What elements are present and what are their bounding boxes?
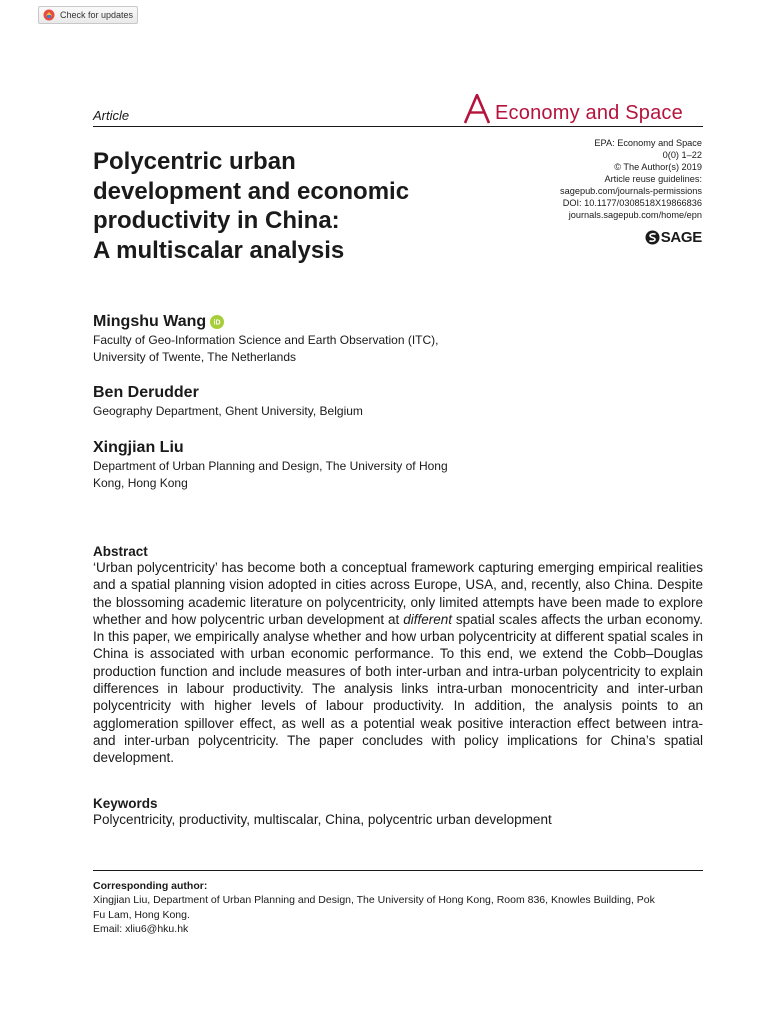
- corresponding-address: Xingjian Liu, Department of Urban Planning and Design, The University of Hong Kong, Room 836, Knowles Building, Pok: [93, 894, 655, 907]
- journal-homepage-link[interactable]: journals.sagepub.com/home/epn: [568, 210, 702, 220]
- journal-name: Economy and Space: [495, 102, 683, 124]
- letter-a-logo-icon: [463, 94, 491, 124]
- article-metadata: [560, 137, 702, 221]
- keywords-heading: Keywords: [93, 796, 158, 811]
- corresponding-heading: Corresponding author:: [93, 880, 208, 892]
- affiliation-line: Kong, Hong Kong: [93, 475, 188, 490]
- journal-short-name: EPA: Economy and Space: [594, 138, 702, 148]
- author-name: Mingshu Wang: [93, 313, 207, 330]
- doi-link[interactable]: DOI: 10.1177/0308518X19866836: [562, 198, 702, 208]
- title-line: Polycentric urban: [93, 148, 296, 175]
- affiliation-line: University of Twente, The Netherlands: [93, 349, 296, 364]
- keywords-section: [93, 796, 703, 828]
- affiliation-line: Faculty of Geo-Information Science and Earth Observation (ITC),: [93, 333, 439, 347]
- article-type-label: Article: [93, 108, 130, 123]
- author-name: Ben Derudder: [93, 384, 199, 401]
- header-divider: [93, 126, 703, 127]
- title-line: productivity in China:: [93, 207, 340, 234]
- svg-text:iD: iD: [213, 319, 221, 327]
- permissions-link[interactable]: sagepub.com/journals-permissions: [560, 186, 702, 196]
- copyright-line: © The Author(s) 2019: [614, 162, 702, 172]
- abstract-text: spatial scales affects the urban economy. In this paper, we empirically analyse whether and how urban polycentricity at different spatial scales in China is associated with urban economic performance. To this end, we extend the Cobb–Douglas production function and include measures of both inter-urban and intra-urban polycentricity to explain differences in labour productivity. The analysis links intra-urban monocentricity and inter-urban polycentricity with higher levels of labour productivity. In addition, the analysis points to an agglomeration spillover effect, as well as a potential weak positive interaction effect between intra- and inter-urban polycentricity. The paper concludes with policy implications for China’s spatial development.: [93, 611, 703, 766]
- author-affiliation: [93, 458, 513, 491]
- corresponding-email[interactable]: Email: xliu6@hku.hk: [93, 922, 189, 935]
- corresponding-author: [93, 879, 703, 936]
- abstract-section: [93, 544, 703, 767]
- abstract-emphasis: different: [403, 611, 452, 627]
- author-block: [93, 313, 513, 365]
- author-name-row: [93, 313, 513, 331]
- title-line: development and economic: [93, 177, 410, 205]
- publisher-name: SAGE: [660, 229, 702, 246]
- check-for-updates-button[interactable]: [38, 6, 138, 24]
- abstract-text: ‘Urban polycentricity’ has become both a conceptual framework capturing emerging empirical realities and a spatial planning vision adopted in cities across Europe, USA, and, recently, also China. Despite the blossoming academic literature on polycentricity, only limited attempts have been made to explore whether and how polycentric urban development at: [93, 560, 703, 627]
- author-name-row: [93, 439, 513, 457]
- abstract-body: [93, 559, 703, 767]
- author-name: Xingjian Liu: [93, 439, 184, 456]
- author-affiliation: [93, 403, 513, 420]
- author-block: [93, 439, 513, 491]
- footer-divider: [93, 870, 703, 871]
- sage-logo-icon: [645, 230, 660, 245]
- publisher-logo: [645, 229, 702, 246]
- volume-pages: 0(0) 1–22: [662, 150, 702, 160]
- affiliation-line: Geography Department, Ghent University, Belgium: [93, 404, 363, 418]
- corresponding-address: Fu Lam, Hong Kong.: [93, 908, 190, 921]
- title-line: A multiscalar analysis: [93, 236, 345, 264]
- author-name-row: [93, 384, 513, 402]
- affiliation-line: Department of Urban Planning and Design, The University of Hong: [93, 459, 448, 473]
- author-affiliation: [93, 332, 513, 365]
- orcid-icon[interactable]: [210, 315, 224, 329]
- check-for-updates-label: Check for updates: [60, 10, 134, 20]
- abstract-heading: Abstract: [93, 544, 148, 559]
- paper-title: [93, 147, 473, 265]
- author-block: [93, 384, 513, 420]
- check-for-updates-icon: [43, 9, 55, 21]
- keywords-list: Polycentricity, productivity, multiscalar, China, polycentric urban development: [93, 812, 552, 827]
- reuse-guidelines-label: Article reuse guidelines:: [604, 174, 702, 184]
- journal-logo: [463, 94, 683, 124]
